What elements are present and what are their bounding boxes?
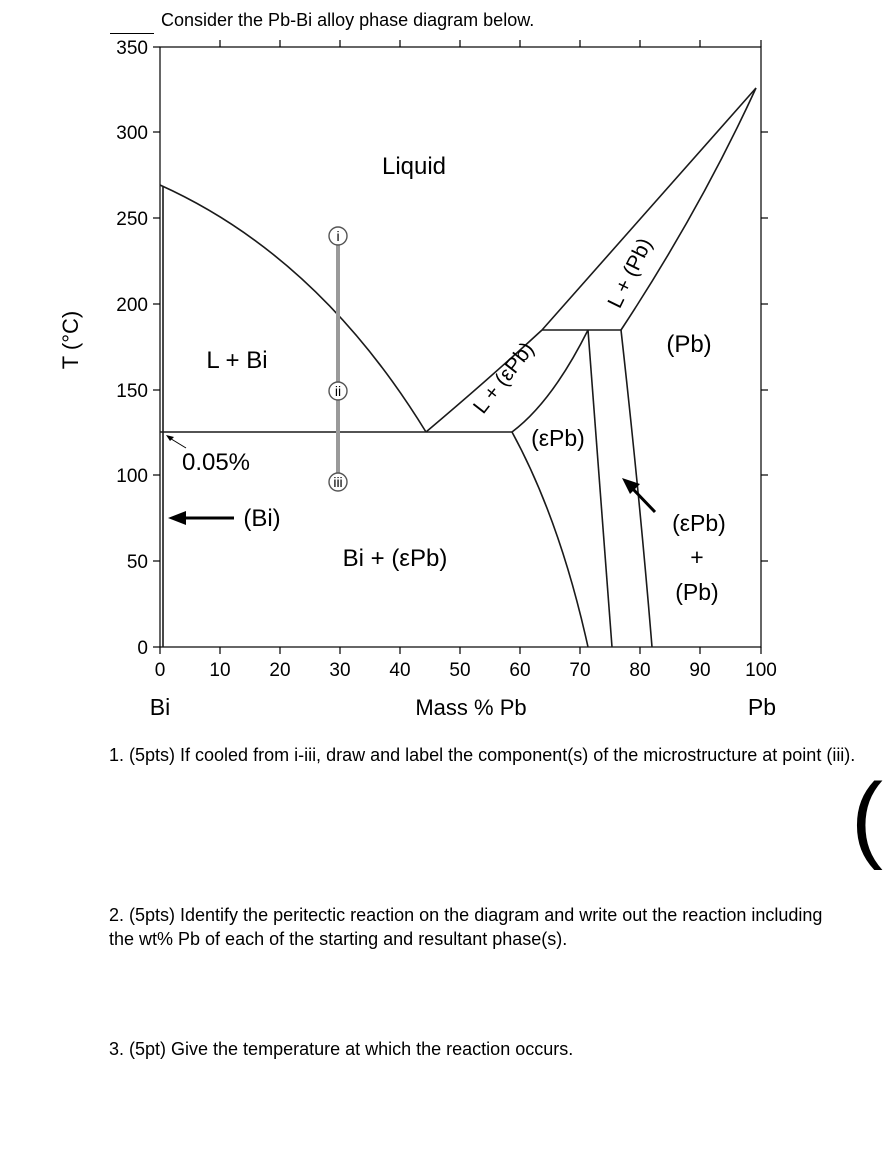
y-axis-label: T (°C) [58, 310, 83, 370]
x-tick-label: 10 [209, 660, 231, 681]
y-ticks-left [153, 47, 160, 647]
epb-solvus-left [512, 432, 588, 647]
region-epb-pb-bottom: (Pb) [675, 579, 719, 605]
solubility-label: 0.05% [181, 449, 251, 476]
x-tick-label: 100 [745, 660, 777, 681]
region-epb-pb-top: (εPb) [672, 510, 726, 536]
y-ticks-right [761, 132, 768, 561]
arrow-head-icon [168, 511, 186, 525]
point-ii-label: ii [334, 383, 342, 399]
x-tick-label: 30 [329, 660, 351, 681]
region-l-epb: L + (εPb) [468, 337, 539, 419]
x-tick-label: 50 [449, 660, 471, 681]
point-i-label: i [336, 228, 340, 244]
x-ticks-top [220, 40, 761, 47]
pb-solvus [621, 330, 652, 647]
intro-text: Consider the Pb-Bi alloy phase diagram below. [161, 10, 535, 30]
region-pb: (Pb) [666, 331, 712, 358]
x-axis-label: Mass % Pb [415, 695, 527, 720]
x-tick-label: 90 [689, 660, 711, 681]
x-ticks-bottom [160, 647, 761, 654]
region-l-bi: L + Bi [206, 347, 268, 374]
region-liquid: Liquid [381, 153, 447, 180]
solidus-pb [621, 88, 756, 330]
margin-parenthesis: ( [851, 764, 883, 871]
region-bi-phase: (Bi) [243, 505, 281, 532]
y-tick-label: 350 [116, 38, 148, 59]
x-tick-label: 80 [629, 660, 651, 681]
x-tick-label: 0 [154, 660, 166, 681]
liquidus-pb [542, 88, 756, 330]
x-tick-label: 60 [509, 660, 531, 681]
x-right-element: Pb [747, 694, 777, 720]
x-tick-label: 20 [269, 660, 291, 681]
y-tick-label: 300 [116, 123, 148, 144]
y-tick-label: 150 [116, 381, 148, 402]
region-l-pb: L + (Pb) [603, 234, 657, 312]
two-phase-arrow [632, 488, 655, 512]
y-tick-label: 250 [116, 209, 148, 230]
question-1: 1. (5pts) If cooled from i-iii, draw and label the component(s) of the microstructure at point (iii). [109, 745, 856, 765]
x-left-element: Bi [149, 694, 171, 720]
epb-solvus-right [588, 330, 612, 647]
y-tick-label: 200 [116, 295, 148, 316]
point-iii-label: iii [333, 474, 343, 490]
x-tick-label: 70 [569, 660, 591, 681]
x-tick-label: 40 [389, 660, 411, 681]
y-tick-label: 50 [126, 552, 148, 573]
liquidus-bi-side [160, 185, 426, 432]
region-bi-epb: Bi + (εPb) [342, 545, 448, 572]
question-3: 3. (5pt) Give the temperature at which the reaction occurs. [109, 1039, 574, 1059]
region-epb: (εPb) [531, 425, 585, 451]
y-tick-label: 0 [137, 638, 148, 659]
y-tick-label: 100 [116, 466, 148, 487]
question-2: 2. (5pts) Identify the peritectic reaction on the diagram and write out the reaction including the wt% Pb of each of the starting and resultant phase(s). [109, 905, 823, 949]
region-epb-pb-plus: + [690, 544, 704, 570]
